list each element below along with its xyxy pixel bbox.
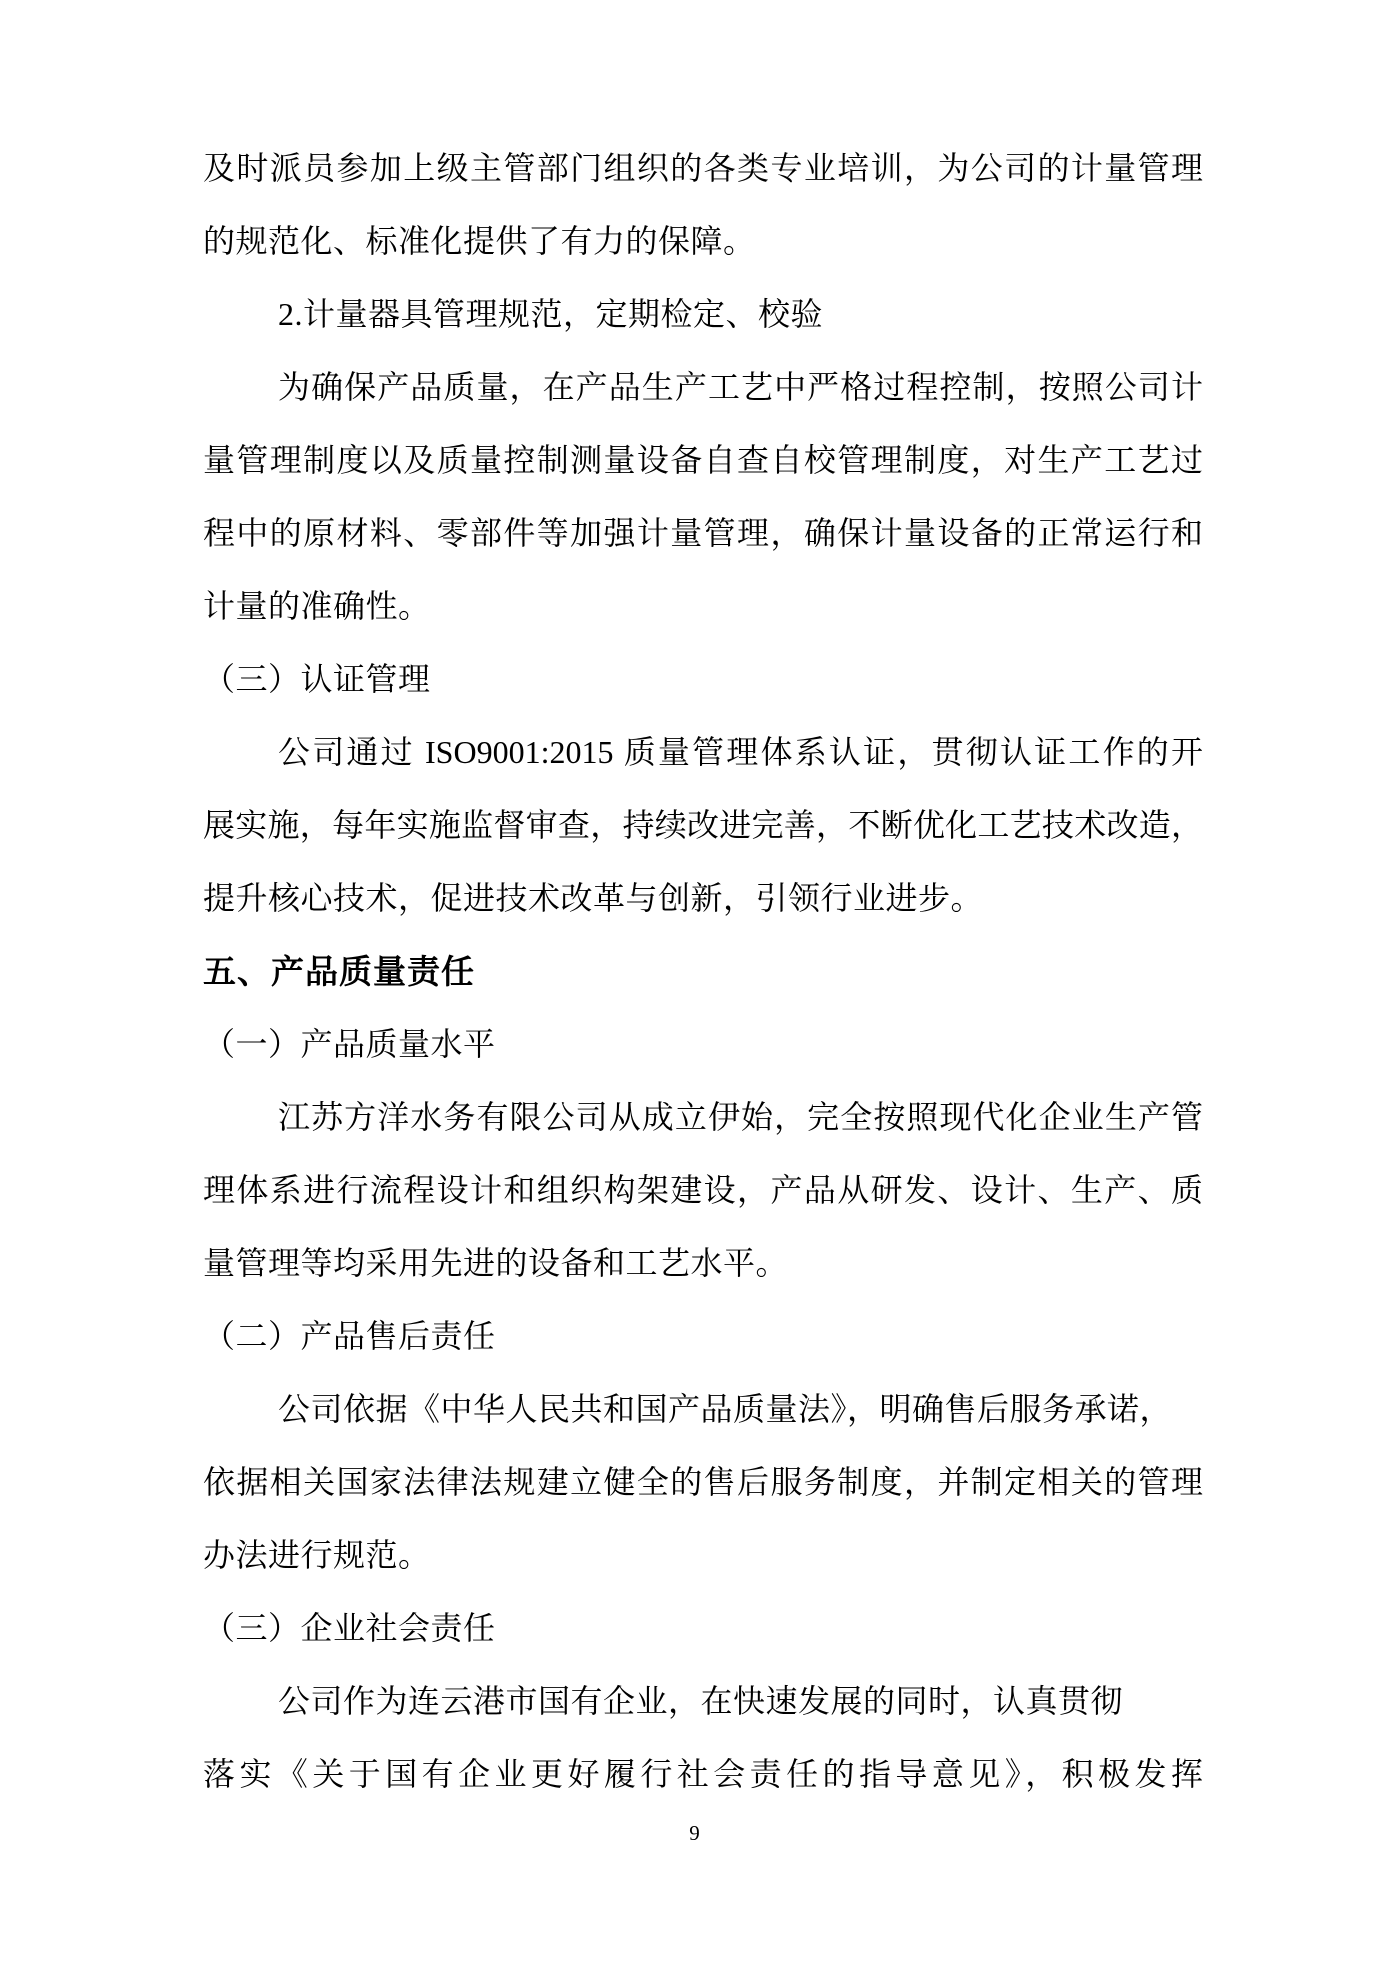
document-body — [203, 132, 1203, 1811]
section-heading: 五、产品质量责任 — [203, 953, 475, 990]
text-line: 理体系进行流程设计和组织构架建设，产品从研发、设计、生产、质 — [203, 1172, 1203, 1208]
text-line: （二）产品售后责任 — [203, 1318, 496, 1354]
text-line: 量管理制度以及质量控制测量设备自查自校管理制度，对生产工艺过 — [203, 442, 1203, 478]
text-line: 提升核心技术，促进技术改革与创新，引领行业进步。 — [203, 880, 984, 916]
text-line: 量管理等均采用先进的设备和工艺水平。 — [203, 1245, 789, 1281]
text-line: 展实施，每年实施监督审查，持续改进完善，不断优化工艺技术改造， — [203, 807, 1203, 843]
text-line: （三）企业社会责任 — [203, 1610, 496, 1646]
text-line: 程中的原材料、零部件等加强计量管理，确保计量设备的正常运行和 — [203, 515, 1203, 551]
text-line: 江苏方洋水务有限公司从成立伊始，完全按照现代化企业生产管 — [278, 1099, 1203, 1135]
text-line: 公司通过 ISO9001:2015 质量管理体系认证，贯彻认证工作的开 — [278, 734, 1203, 770]
text-line: 办法进行规范。 — [203, 1537, 431, 1573]
text-line: 的规范化、标准化提供了有力的保障。 — [203, 223, 756, 259]
text-line: （三）认证管理 — [203, 661, 431, 697]
text-line: 计量的准确性。 — [203, 588, 431, 624]
text-line: （一）产品质量水平 — [203, 1026, 496, 1062]
text-line: 公司作为连云港市国有企业，在快速发展的同时，认真贯彻 — [278, 1683, 1124, 1719]
text-line: 落实《关于国有企业更好履行社会责任的指导意见》，积极发挥 — [203, 1756, 1203, 1792]
text-line: 及时派员参加上级主管部门组织的各类专业培训，为公司的计量管理 — [203, 150, 1203, 186]
text-line: 依据相关国家法律法规建立健全的售后服务制度，并制定相关的管理 — [203, 1464, 1203, 1500]
text-line: 2.计量器具管理规范，定期检定、校验 — [278, 296, 824, 332]
page-number: 9 — [689, 1821, 700, 1845]
text-line: 公司依据《中华人民共和国产品质量法》，明确售后服务承诺， — [278, 1391, 1173, 1427]
text-line: 为确保产品质量，在产品生产工艺中严格过程控制，按照公司计 — [278, 369, 1203, 405]
